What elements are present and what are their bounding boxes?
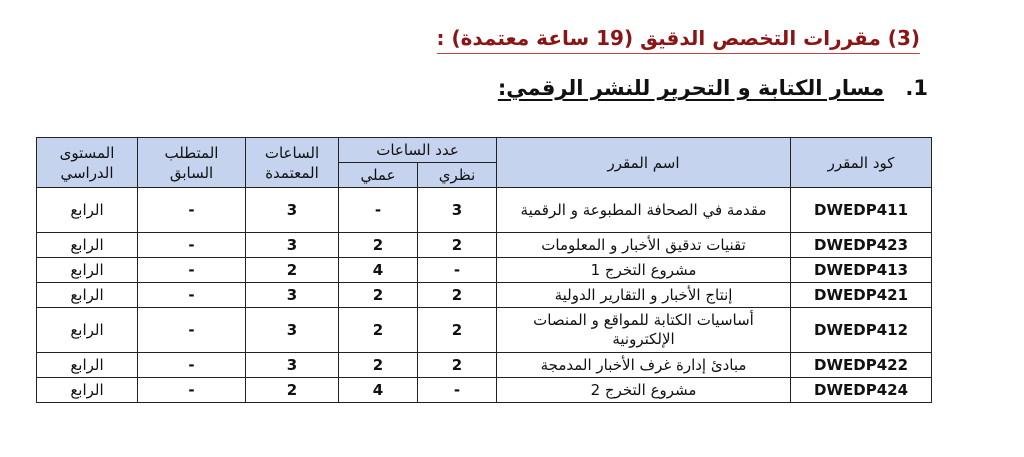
theory-hours: 2 [418, 308, 497, 353]
header-credit: الساعات المعتمدة [246, 138, 339, 188]
practical-hours: 2 [339, 308, 418, 353]
study-level: الرابع [37, 258, 138, 283]
header-name: اسم المقرر [497, 138, 791, 188]
course-name: مشروع التخرج 1 [497, 258, 791, 283]
theory-hours: 2 [418, 283, 497, 308]
course-name: إنتاج الأخبار و التقارير الدولية [497, 283, 791, 308]
study-level: الرابع [37, 283, 138, 308]
practical-hours: - [339, 188, 418, 233]
header-code: كود المقرر [791, 138, 932, 188]
theory-hours: 3 [418, 188, 497, 233]
practical-hours: 4 [339, 258, 418, 283]
study-level: الرابع [37, 233, 138, 258]
credit-hours: 3 [246, 353, 339, 378]
header-prerequisite: المتطلب السابق [138, 138, 246, 188]
header-practical: عملي [339, 163, 418, 188]
course-code: DWEDP412 [791, 308, 932, 353]
track-number: 1. [905, 76, 928, 100]
credit-hours: 2 [246, 378, 339, 403]
track-heading [498, 76, 928, 100]
course-name: مبادئ إدارة غرف الأخبار المدمجة [497, 353, 791, 378]
table-row [37, 258, 932, 283]
course-name: مشروع التخرج 2 [497, 378, 791, 403]
prerequisite: - [138, 308, 246, 353]
study-level: الرابع [37, 188, 138, 233]
course-code: DWEDP413 [791, 258, 932, 283]
track-title: مسار الكتابة و التحرير للنشر الرقمي: [497, 76, 885, 100]
course-code: DWEDP422 [791, 353, 932, 378]
credit-hours: 3 [246, 233, 339, 258]
credit-hours: 3 [246, 188, 339, 233]
credit-hours: 2 [246, 258, 339, 283]
theory-hours: 2 [418, 233, 497, 258]
table-row [37, 233, 932, 258]
course-code: DWEDP411 [791, 188, 932, 233]
theory-hours: 2 [418, 353, 497, 378]
theory-hours: - [418, 258, 497, 283]
prerequisite: - [138, 283, 246, 308]
section-heading: (3) مقررات التخصص الدقيق (19 ساعة معتمدة) : [437, 26, 920, 54]
header-hours-group: عدد الساعات [339, 138, 497, 163]
header-theory: نظري [418, 163, 497, 188]
practical-hours: 2 [339, 233, 418, 258]
theory-hours: - [418, 378, 497, 403]
practical-hours: 2 [339, 353, 418, 378]
prerequisite: - [138, 188, 246, 233]
table-row [37, 283, 932, 308]
course-code: DWEDP423 [791, 233, 932, 258]
prerequisite: - [138, 258, 246, 283]
table-row [37, 188, 932, 233]
study-level: الرابع [37, 378, 138, 403]
table-header-row [37, 138, 932, 163]
course-code: DWEDP424 [791, 378, 932, 403]
credit-hours: 3 [246, 308, 339, 353]
practical-hours: 2 [339, 283, 418, 308]
header-level: المستوى الدراسي [37, 138, 138, 188]
course-code: DWEDP421 [791, 283, 932, 308]
table-row [37, 308, 932, 353]
prerequisite: - [138, 378, 246, 403]
table-row [37, 353, 932, 378]
courses-table [36, 137, 932, 403]
prerequisite: - [138, 233, 246, 258]
course-name: مقدمة في الصحافة المطبوعة و الرقمية [497, 188, 791, 233]
practical-hours: 4 [339, 378, 418, 403]
prerequisite: - [138, 353, 246, 378]
credit-hours: 3 [246, 283, 339, 308]
course-name: تقنيات تدقيق الأخبار و المعلومات [497, 233, 791, 258]
study-level: الرابع [37, 308, 138, 353]
table-row [37, 378, 932, 403]
study-level: الرابع [37, 353, 138, 378]
course-name: أساسيات الكتابة للمواقع و المنصات الإلكترونية [497, 308, 791, 353]
